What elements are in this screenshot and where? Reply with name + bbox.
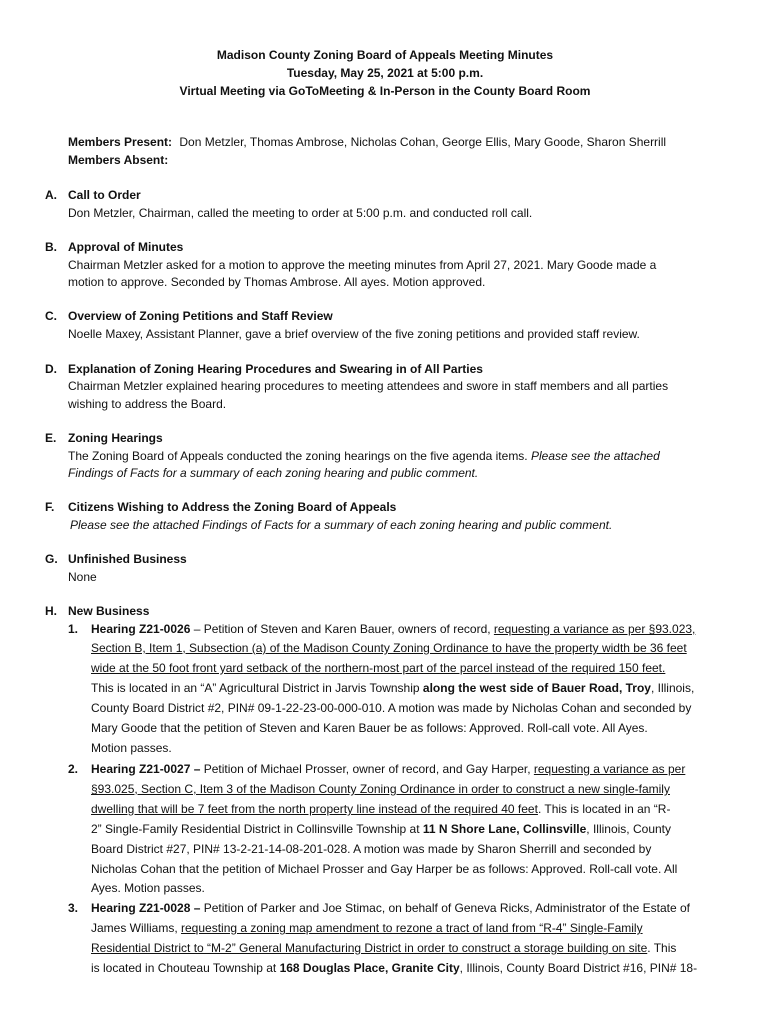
item-3-line-4c: , Illinois, County Board District #16, PIN# 18-	[459, 961, 698, 975]
section-g-letter: G.	[45, 552, 58, 566]
item-2-number: 2.	[68, 762, 79, 776]
item-2-address: 11 N Shore Lane, Collinsville	[422, 822, 587, 836]
item-2-line-2: §93.025, Section C, Item 3 of the Madison County Zoning Ordinance in order to construct a new single-family	[91, 782, 670, 796]
members-present-label: Members Present:	[68, 135, 173, 149]
item-1-line-1u: requesting a variance as per §93.023,	[493, 622, 696, 636]
item-3-line-4	[91, 961, 697, 975]
item-1-line-7: Motion passes.	[91, 741, 172, 755]
section-d-text-1: Chairman Metzler explained hearing procedures to meeting attendees and swore in staff members and all parties	[68, 379, 669, 393]
item-3-title: Hearing Z21-0028 –	[91, 901, 201, 915]
item-3-line-3u: Residential District to “M-2” General Manufacturing District in order to construct a storage building on site	[91, 941, 648, 955]
item-2-line-1a: Petition of Michael Prosser, owner of record, and Gay Harper,	[200, 762, 534, 776]
section-e-title: Zoning Hearings	[68, 431, 163, 445]
section-b-text-2: motion to approve. Seconded by Thomas Ambrose. All ayes. Motion approved.	[68, 275, 486, 289]
document-title: Madison County Zoning Board of Appeals Meeting Minutes	[216, 48, 554, 62]
meeting-location: Virtual Meeting via GoToMeeting & In-Person in the County Board Room	[179, 84, 591, 98]
item-1-line-4c: , Illinois,	[650, 681, 695, 695]
item-2-line-4	[91, 822, 671, 836]
section-a-title: Call to Order	[68, 188, 141, 202]
members-absent-label: Members Absent:	[68, 153, 169, 167]
item-1-line-1	[91, 622, 695, 636]
item-3-number: 3.	[68, 901, 79, 915]
item-3-line-4a: is located in Chouteau Township at	[91, 961, 280, 975]
section-g-title: Unfinished Business	[68, 552, 187, 566]
item-2-line-4c: , Illinois, County	[586, 822, 671, 836]
section-d-letter: D.	[45, 362, 57, 376]
section-e-text-1a: The Zoning Board of Appeals conducted the zoning hearings on the five agenda items.	[68, 449, 531, 463]
item-1-line-2: Section B, Item 1, Subsection (a) of the Madison County Zoning Ordinance to have the property width be 36 feet	[91, 641, 687, 655]
item-3-line-3a: . This	[647, 941, 677, 955]
section-e-text-1	[68, 449, 660, 463]
item-2-line-1	[91, 762, 685, 776]
item-2-line-3u: dwelling that will be 7 feet from the north property line instead of the required 40 feet	[91, 802, 538, 816]
item-2-line-5: Board District #27, PIN# 13-2-21-14-08-201-028. A motion was made by Sharon Sherrill and seconded by	[91, 842, 652, 856]
section-a-text: Don Metzler, Chairman, called the meeting to order at 5:00 p.m. and conducted roll call.	[68, 206, 533, 220]
item-2-title: Hearing Z21-0027 –	[91, 762, 201, 776]
item-1-line-6: Mary Goode that the petition of Steven and Karen Bauer be as follows: Approved. Roll-call vote. All Ayes.	[91, 721, 648, 735]
section-f-letter: F.	[45, 500, 55, 514]
item-1-address: along the west side of Bauer Road, Troy	[422, 681, 651, 695]
meeting-date: Tuesday, May 25, 2021 at 5:00 p.m.	[286, 66, 484, 80]
members-present-names: Don Metzler, Thomas Ambrose, Nicholas Cohan, George Ellis, Mary Goode, Sharon Sherrill	[179, 135, 667, 149]
item-2-line-1u: requesting a variance as per	[533, 762, 686, 776]
item-3-line-1	[91, 901, 690, 915]
item-1-number: 1.	[68, 622, 79, 636]
item-1-line-5: County Board District #2, PIN# 09-1-22-23-00-000-010. A motion was made by Nicholas Cohan and seconded by	[91, 701, 692, 715]
item-3-line-2u: requesting a zoning map amendment to rezone a tract of land from “R-4” Single-Family	[181, 921, 643, 935]
section-e-letter: E.	[45, 431, 57, 445]
item-3-line-2a: James Williams,	[91, 921, 182, 935]
item-1-line-4a: This is located in an “A” Agricultural District in Jarvis Township	[91, 681, 423, 695]
section-f-title: Citizens Wishing to Address the Zoning Board of Appeals	[68, 500, 397, 514]
item-3-line-3	[91, 941, 676, 955]
section-h-title: New Business	[68, 604, 150, 618]
item-2-line-3	[91, 802, 670, 816]
item-2-line-3a: . This is located in an “R-	[537, 802, 671, 816]
section-b-title: Approval of Minutes	[68, 240, 184, 254]
section-d-text-2: wishing to address the Board.	[68, 397, 227, 411]
section-c-text: Noelle Maxey, Assistant Planner, gave a brief overview of the five zoning petitions and provided staff review.	[68, 327, 640, 341]
item-2-line-6: Nicholas Cohan that the petition of Michael Prosser and Gay Harper be as follows: Approved. Roll-call vote. All	[91, 862, 678, 876]
section-c-title: Overview of Zoning Petitions and Staff Review	[68, 309, 333, 323]
section-f-text: Please see the attached Findings of Facts for a summary of each zoning hearing and public comment.	[70, 518, 613, 532]
section-b-letter: B.	[45, 240, 57, 254]
item-2-line-7: Ayes. Motion passes.	[91, 881, 205, 895]
item-1-line-4	[91, 681, 694, 695]
section-g-text: None	[68, 570, 97, 584]
section-h-letter: H.	[45, 604, 57, 618]
section-b-text-1: Chairman Metzler asked for a motion to approve the meeting minutes from April 27, 2021. Mary Goode made a	[68, 258, 657, 272]
section-e-text-2: Findings of Facts for a summary of each zoning hearing and public comment.	[68, 466, 479, 480]
section-c-letter: C.	[45, 309, 57, 323]
item-3-line-2	[91, 921, 643, 935]
section-e-text-1b: Please see the attached	[530, 449, 660, 463]
item-1-line-1a: – Petition of Steven and Karen Bauer, owners of record,	[190, 622, 494, 636]
item-1-line-3: wide at the 50 foot front yard setback of the northern-most part of the parcel instead of the required 150 feet.	[91, 661, 666, 675]
item-1-title: Hearing Z21-0026	[91, 622, 191, 636]
section-d-title: Explanation of Zoning Hearing Procedures and Swearing in of All Parties	[68, 362, 483, 376]
members-present	[68, 135, 666, 149]
section-a-letter: A.	[45, 188, 57, 202]
item-3-address: 168 Douglas Place, Granite City	[279, 961, 460, 975]
item-2-line-4a: 2” Single-Family Residential District in Collinsville Township at	[91, 822, 423, 836]
item-3-line-1a: Petition of Parker and Joe Stimac, on behalf of Geneva Ricks, Administrator of the Estate of	[200, 901, 690, 915]
